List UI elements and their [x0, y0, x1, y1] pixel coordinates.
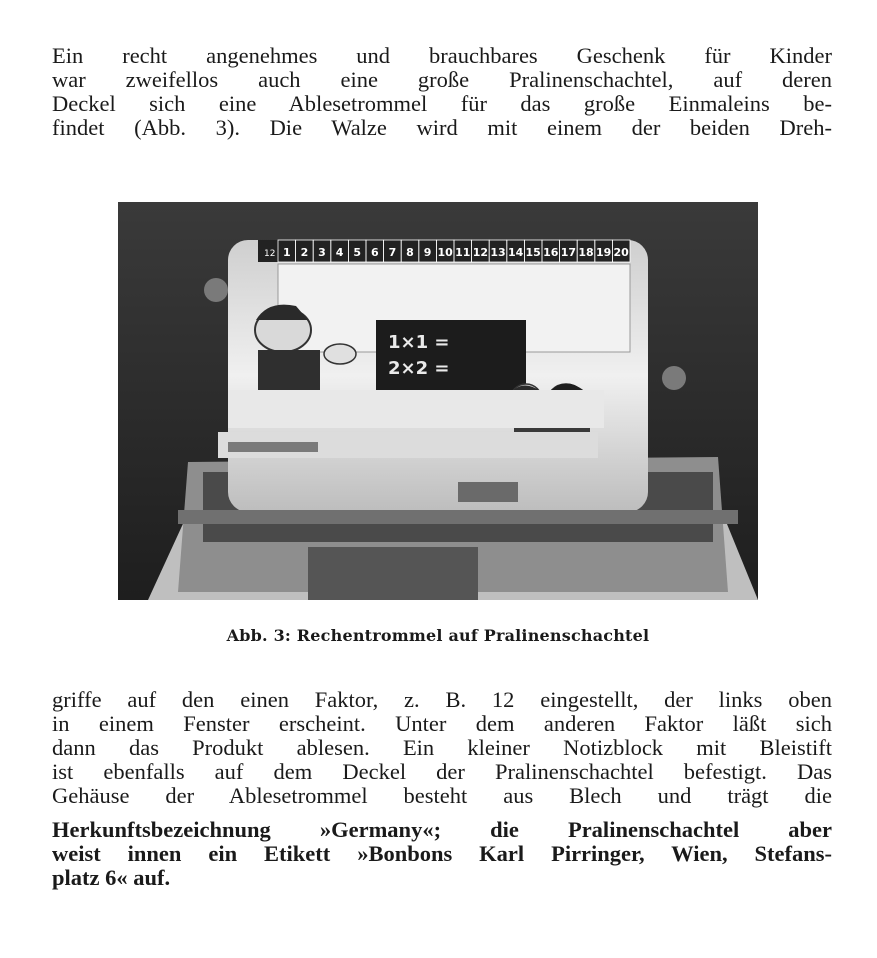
text-line: griffe auf den einen Faktor, z. B. 12 eingestellt, der links oben [52, 687, 832, 712]
text-line: Deckel sich eine Ablesetrommel für das große Einmaleins be- [52, 91, 832, 116]
blackboard-line: 1×1 = [388, 332, 450, 353]
notepad [308, 547, 478, 600]
text-line: dann das Produkt ablesen. Ein kleiner Notizblock mit Bleistift [52, 735, 832, 760]
text-line: Ein recht angenehmes und brauchbares Geschenk für Kinder [52, 43, 832, 68]
drum-front-panel [228, 390, 604, 428]
right-knob-icon [662, 366, 686, 390]
drum-number: 4 [335, 246, 344, 259]
drum-number: 9 [423, 246, 432, 259]
blackboard-line: 2×2 = [388, 358, 450, 379]
drum-number: 8 [406, 246, 414, 259]
paragraph-intro [52, 44, 832, 140]
drum-number: 18 [578, 246, 594, 259]
drum-number: 19 [595, 246, 612, 259]
drum-number: 11 [455, 246, 471, 259]
bold-text-line: weist innen ein Etikett »Bonbons Karl Pirringer, Wien, Stefans- [52, 841, 832, 866]
drum-slot-left [228, 442, 318, 452]
drum-number: 13 [490, 246, 506, 259]
drum-number-strip [258, 240, 630, 262]
drum-number: 1 [282, 246, 291, 259]
drum-number: 14 [507, 246, 524, 259]
drum-number: 6 [370, 246, 379, 259]
drum-number: 12 [472, 246, 489, 259]
text-line: Gehäuse der Ablesetrommel besteht aus Blech und trägt die [52, 783, 832, 808]
drum-number: 3 [318, 246, 326, 259]
drum-left-label: 12 [264, 249, 276, 259]
text-line: findet (Abb. 3). Die Walze wird mit einem der beiden Dreh- [52, 115, 832, 140]
drum-number: 17 [560, 246, 577, 259]
drum-number: 2 [300, 246, 309, 259]
drum-illustration [118, 202, 758, 600]
figure-photo [118, 202, 758, 600]
text-line: in einem Fenster erscheint. Unter dem anderen Faktor läßt sich [52, 711, 832, 736]
drum-number: 10 [437, 246, 453, 259]
drum-number: 16 [543, 246, 559, 259]
left-knob-icon [204, 278, 228, 302]
box-edge [178, 510, 738, 524]
text-line: ist ebenfalls auf dem Deckel der Pralinenschachtel befestigt. Das [52, 759, 832, 784]
text-line: war zweifellos auch eine große Pralinenschachtel, auf deren [52, 67, 832, 92]
paragraph-explanation [52, 688, 832, 890]
drum-number: 15 [525, 246, 541, 259]
bold-text-line: platz 6« auf. [52, 865, 171, 890]
drum-number: 5 [353, 246, 362, 259]
drum-slot-right [458, 482, 518, 502]
bold-text-line: Herkunftsbezeichnung »Germany«; die Pralinenschachtel aber [52, 817, 832, 842]
drum-number: 20 [613, 246, 629, 259]
drum-number: 7 [388, 246, 397, 259]
figure-caption: Abb. 3: Rechentrommel auf Pralinenschachtel [226, 626, 650, 645]
